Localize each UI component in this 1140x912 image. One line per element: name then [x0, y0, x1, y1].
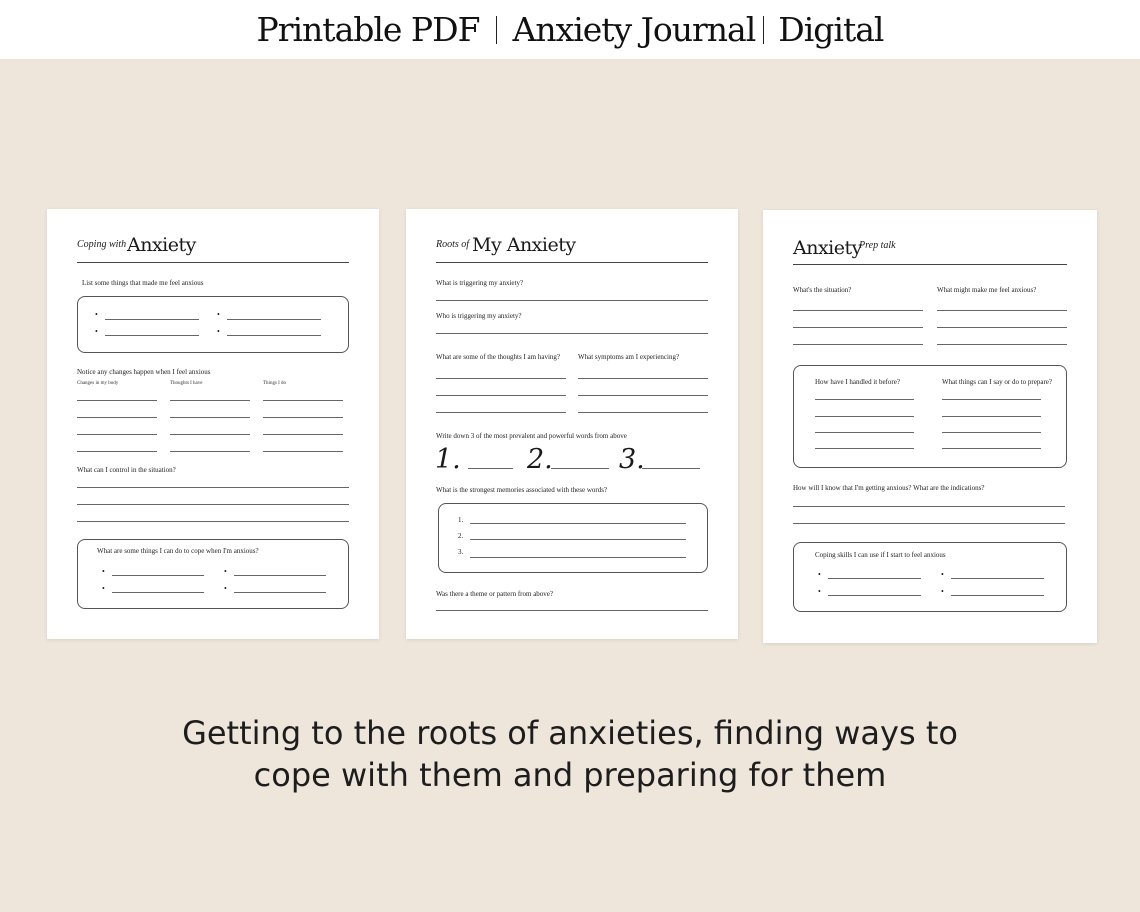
write-line[interactable] [793, 327, 923, 328]
write-line[interactable] [77, 417, 157, 418]
write-line[interactable] [470, 539, 686, 540]
caption-line-2: cope with them and preparing for them [253, 756, 887, 794]
header-divider [496, 16, 497, 44]
page-title-main: Anxiety [793, 237, 862, 259]
write-line[interactable] [468, 468, 513, 469]
question-powerful-words: Write down 3 of the most prevalent and powerful words from above [436, 432, 627, 440]
write-line[interactable] [793, 310, 923, 311]
write-line[interactable] [170, 451, 250, 452]
write-line[interactable] [170, 400, 250, 401]
write-line[interactable] [77, 400, 157, 401]
header-part-journal: Anxiety Journal [512, 10, 756, 49]
write-line[interactable] [828, 578, 921, 579]
write-line[interactable] [578, 412, 708, 413]
page-title-script: Prep talk [859, 240, 896, 251]
question-memories: What is the strongest memories associated with these words? [436, 486, 608, 494]
write-line[interactable] [793, 506, 1065, 507]
bullet: • [941, 570, 944, 579]
write-line[interactable] [170, 417, 250, 418]
page-title-main: My Anxiety [472, 234, 576, 256]
question-theme: Was there a theme or pattern from above? [436, 590, 554, 598]
write-line[interactable] [815, 399, 914, 400]
write-line[interactable] [263, 400, 343, 401]
word-number-1: 1. [435, 444, 461, 475]
header-divider [763, 16, 764, 44]
write-line[interactable] [436, 395, 566, 396]
header-part-digital: Digital [778, 10, 884, 49]
journal-page-coping [47, 209, 379, 639]
question-indications: How will I know that I'm getting anxious? What are the indications? [793, 484, 985, 492]
write-line[interactable] [112, 575, 204, 576]
write-line[interactable] [937, 327, 1067, 328]
write-line[interactable] [436, 610, 708, 611]
col-header-things: Things I do [263, 381, 287, 386]
write-line[interactable] [436, 378, 566, 379]
write-line[interactable] [815, 432, 914, 433]
bullet: • [95, 310, 98, 319]
write-line[interactable] [793, 344, 923, 345]
bullet: • [224, 584, 227, 593]
write-line[interactable] [942, 448, 1041, 449]
bullet: • [217, 310, 220, 319]
write-line[interactable] [436, 412, 566, 413]
caption [0, 712, 1140, 796]
memories-box [438, 503, 708, 573]
write-line[interactable] [551, 468, 609, 469]
write-line[interactable] [828, 595, 921, 596]
write-line[interactable] [77, 487, 349, 488]
bullet: • [818, 570, 821, 579]
question-symptoms: What symptoms am I experiencing? [578, 353, 680, 361]
write-line[interactable] [227, 335, 321, 336]
write-line[interactable] [470, 523, 686, 524]
caption-line-1: Getting to the roots of anxieties, finding ways to [182, 714, 958, 752]
write-line[interactable] [263, 417, 343, 418]
memory-number-3: 3. [458, 548, 464, 556]
question-thoughts: What are some of the thoughts I am having? [436, 353, 561, 361]
cope-prompt: What are some things I can do to cope when I'm anxious? [97, 547, 259, 555]
bullet: • [818, 587, 821, 596]
col-header-body: Changes in my body [77, 381, 119, 386]
title-rule [436, 262, 708, 263]
col-header-thoughts: Thoughts I have [170, 381, 203, 386]
word-number-2: 2. [527, 444, 553, 475]
write-line[interactable] [436, 300, 708, 301]
page-title-script: Roots of [436, 239, 470, 250]
write-line[interactable] [815, 448, 914, 449]
title-rule [77, 262, 349, 263]
write-line[interactable] [578, 378, 708, 379]
write-line[interactable] [470, 557, 686, 558]
write-line[interactable] [436, 333, 708, 334]
list-prompt: List some things that made me feel anxious [82, 279, 204, 287]
title-rule [793, 264, 1067, 265]
write-line[interactable] [937, 310, 1067, 311]
bullet: • [224, 567, 227, 576]
write-line[interactable] [263, 434, 343, 435]
question-triggering-who: Who is triggering my anxiety? [436, 312, 522, 320]
write-line[interactable] [77, 434, 157, 435]
write-line[interactable] [77, 521, 349, 522]
write-line[interactable] [77, 451, 157, 452]
bullet: • [95, 327, 98, 336]
write-line[interactable] [105, 319, 199, 320]
question-handled-before: How have I handled it before? [815, 378, 900, 386]
page-title-main: Anxiety [127, 234, 196, 256]
question-coping-skills: Coping skills I can use if I start to feel anxious [815, 551, 946, 559]
write-line[interactable] [942, 432, 1041, 433]
write-line[interactable] [227, 319, 321, 320]
anxious-things-box [77, 296, 349, 353]
journal-page-prep-talk [763, 210, 1097, 643]
memory-number-2: 2. [458, 532, 464, 540]
write-line[interactable] [951, 595, 1044, 596]
write-line[interactable] [77, 504, 349, 505]
write-line[interactable] [815, 416, 914, 417]
write-line[interactable] [234, 575, 326, 576]
write-line[interactable] [105, 335, 199, 336]
question-situation: What's the situation? [793, 286, 852, 294]
bullet: • [102, 567, 105, 576]
header-bar [0, 0, 1140, 59]
write-line[interactable] [263, 451, 343, 452]
changes-prompt: Notice any changes happen when I feel anxious [77, 368, 211, 376]
question-prepare: What things can I say or do to prepare? [942, 378, 1053, 386]
write-line[interactable] [951, 578, 1044, 579]
word-number-3: 3. [619, 444, 645, 475]
write-line[interactable] [942, 416, 1041, 417]
bullet: • [941, 587, 944, 596]
bullet: • [102, 584, 105, 593]
control-prompt: What can I control in the situation? [77, 466, 176, 474]
question-triggering-what: What is triggering my anxiety? [436, 279, 524, 287]
write-line[interactable] [234, 592, 326, 593]
header-part-printable: Printable PDF [256, 10, 480, 49]
write-line[interactable] [793, 523, 1065, 524]
memory-number-1: 1. [458, 516, 464, 524]
page-title-script: Coping with [77, 239, 127, 250]
journal-page-roots [406, 209, 738, 639]
write-line[interactable] [942, 399, 1041, 400]
write-line[interactable] [937, 344, 1067, 345]
write-line[interactable] [642, 468, 700, 469]
question-might-make-anxious: What might make me feel anxious? [937, 286, 1037, 294]
write-line[interactable] [112, 592, 204, 593]
bullet: • [217, 327, 220, 336]
write-line[interactable] [578, 395, 708, 396]
write-line[interactable] [170, 434, 250, 435]
